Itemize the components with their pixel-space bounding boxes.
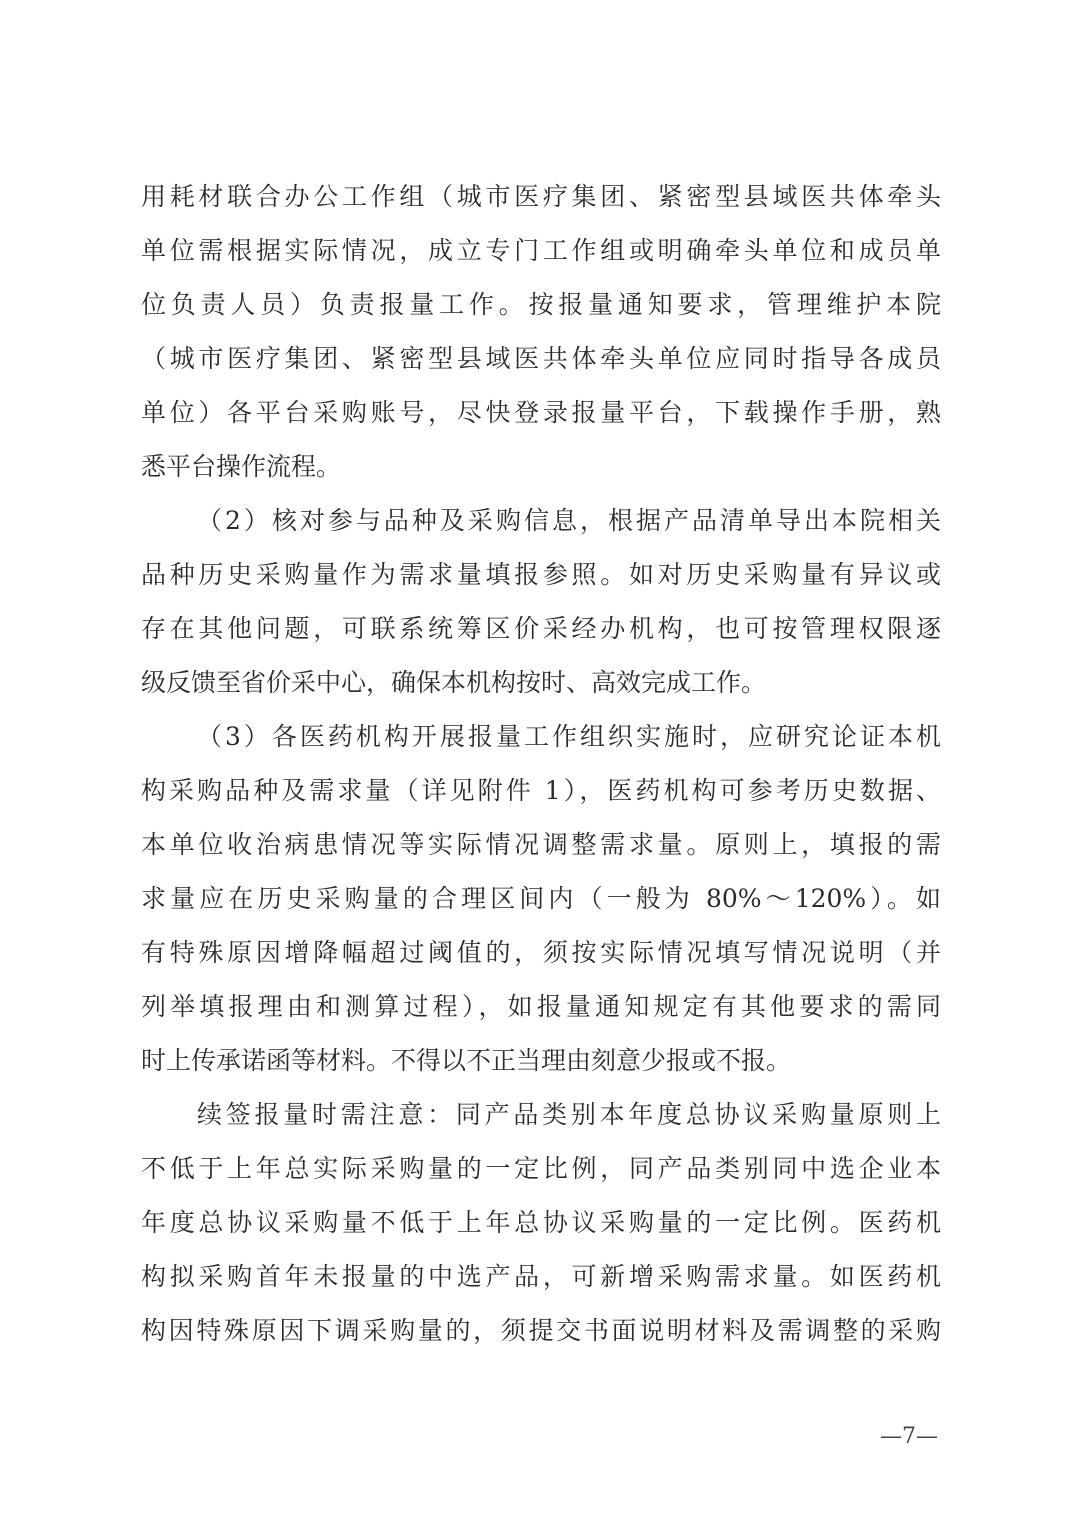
text-line: 求量应在历史采购量的合理区间内（一般为 80%～120%）。如 bbox=[141, 884, 941, 913]
text-line: 单位）各平台采购账号，尽快登录报量平台，下载操作手册，熟 bbox=[141, 398, 941, 427]
text-line: 存在其他问题，可联系统筹区价采经办机构，也可按管理权限逐 bbox=[141, 614, 941, 643]
body-text bbox=[141, 170, 941, 1358]
page-number: —7— bbox=[880, 1424, 938, 1449]
text-line: 时上传承诺函等材料。不得以不正当理由刻意少报或不报。 bbox=[141, 1046, 792, 1075]
paragraph-3 bbox=[141, 710, 941, 1088]
text-line: 品种历史采购量作为需求量填报参照。如对历史采购量有异议或 bbox=[141, 560, 941, 589]
text-line: 本单位收治病患情况等实际情况调整需求量。原则上，填报的需 bbox=[141, 830, 941, 859]
text-line: 年度总协议采购量不低于上年总协议采购量的一定比例。医药机 bbox=[141, 1208, 941, 1237]
text-line: （城市医疗集团、紧密型县域医共体牵头单位应同时指导各成员 bbox=[141, 344, 941, 373]
text-line: 悉平台操作流程。 bbox=[141, 452, 342, 481]
text-line: 构因特殊原因下调采购量的，须提交书面说明材料及需调整的采购 bbox=[141, 1316, 941, 1345]
text-line: 有特殊原因增降幅超过阈值的，须按实际情况填写情况说明（并 bbox=[141, 938, 941, 967]
text-line: （2）核对参与品种及采购信息，根据产品清单导出本院相关 bbox=[197, 506, 941, 535]
text-line: 位负责人员）负责报量工作。按报量通知要求，管理维护本院 bbox=[141, 290, 941, 319]
text-line: 构拟采购首年未报量的中选产品，可新增采购需求量。如医药机 bbox=[141, 1262, 941, 1291]
text-line: （3）各医药机构开展报量工作组织实施时，应研究论证本机 bbox=[197, 722, 941, 751]
paragraph-2 bbox=[141, 494, 941, 710]
text-line: 用耗材联合办公工作组（城市医疗集团、紧密型县域医共体牵头 bbox=[141, 182, 941, 211]
text-line: 单位需根据实际情况，成立专门工作组或明确牵头单位和成员单 bbox=[141, 236, 941, 265]
paragraph-1 bbox=[141, 170, 941, 494]
text-line: 续签报量时需注意：同产品类别本年度总协议采购量原则上 bbox=[197, 1100, 941, 1129]
text-line: 不低于上年总实际采购量的一定比例，同产品类别同中选企业本 bbox=[141, 1154, 941, 1183]
paragraph-4 bbox=[141, 1088, 941, 1358]
text-line: 构采购品种及需求量（详见附件 1），医药机构可参考历史数据、 bbox=[141, 776, 941, 805]
text-line: 级反馈至省价采中心，确保本机构按时、高效完成工作。 bbox=[141, 668, 767, 697]
text-line: 列举填报理由和测算过程），如报量通知规定有其他要求的需同 bbox=[141, 992, 941, 1021]
